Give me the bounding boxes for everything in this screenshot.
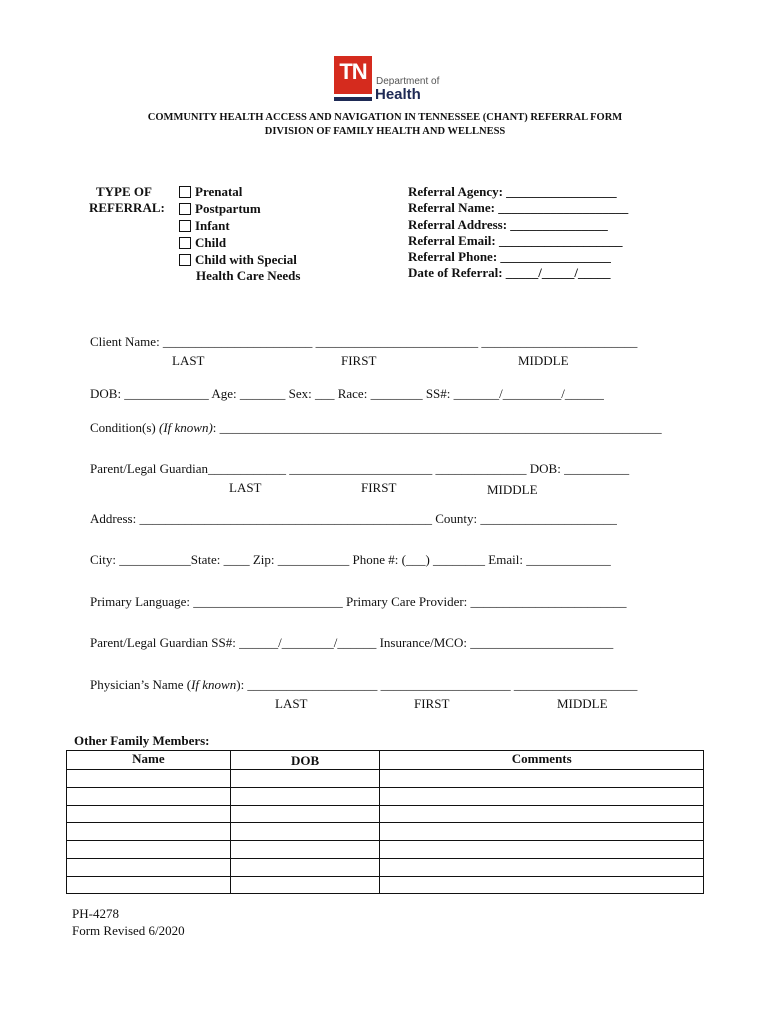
table-cell[interactable]	[67, 841, 231, 859]
table-cell[interactable]	[380, 787, 704, 805]
table-cell[interactable]	[230, 876, 380, 894]
table-cell[interactable]	[380, 823, 704, 841]
column-header-dob: DOB	[230, 751, 380, 770]
physician-name-field[interactable]	[90, 677, 637, 693]
logo-underline	[334, 97, 372, 101]
table-cell[interactable]	[380, 805, 704, 823]
guardian-name-field[interactable]: Parent/Legal Guardian____________ ______________________ ______________ DOB: __________	[90, 461, 630, 476]
language-provider-field[interactable]: Primary Language: _______________________ Primary Care Provider: ________________________	[90, 594, 627, 609]
table-cell[interactable]	[230, 787, 380, 805]
table-cell[interactable]	[67, 823, 231, 841]
table-row	[67, 876, 704, 894]
table-cell[interactable]	[230, 841, 380, 859]
conditions-field[interactable]	[90, 420, 662, 436]
table-row	[67, 823, 704, 841]
referral-email-field[interactable]: Referral Email: ___________________	[408, 233, 623, 248]
physician-middle-caption: MIDDLE	[557, 696, 608, 711]
option-child-special-continuation: Health Care Needs	[196, 268, 301, 283]
option-child-special-needs[interactable]	[179, 251, 297, 268]
family-members-table	[66, 750, 704, 894]
table-cell[interactable]	[380, 858, 704, 876]
checkbox-infant[interactable]	[179, 220, 191, 232]
table-row	[67, 770, 704, 788]
table-cell[interactable]	[67, 787, 231, 805]
option-infant-label: Infant	[195, 217, 230, 233]
option-child[interactable]	[179, 234, 226, 251]
option-child-label: Child	[195, 234, 227, 250]
table-cell[interactable]	[67, 805, 231, 823]
conditions-label: Condition(s)	[90, 420, 159, 435]
referral-agency-field[interactable]: Referral Agency: _________________	[408, 184, 617, 199]
checkbox-postpartum[interactable]	[179, 203, 191, 215]
form-subtitle: DIVISION OF FAMILY HEALTH AND WELLNESS	[264, 126, 506, 137]
table-row	[67, 805, 704, 823]
conditions-blank: : ____________________________________________________________________	[212, 420, 662, 435]
conditions-if-known: (If known)	[158, 420, 213, 435]
option-postpartum-label: Postpartum	[195, 200, 261, 216]
form-number: PH-4278	[72, 906, 119, 921]
column-header-comments: Comments	[380, 751, 704, 770]
guardian-first-caption: FIRST	[361, 480, 397, 495]
table-cell[interactable]	[67, 858, 231, 876]
client-last-caption: LAST	[172, 353, 205, 368]
physician-blank: ): ____________________ ____________________ ___________________	[236, 677, 638, 692]
option-infant[interactable]	[179, 217, 230, 234]
table-row	[67, 858, 704, 876]
checkbox-child[interactable]	[179, 237, 191, 249]
physician-if-known: If known	[191, 677, 237, 692]
table-cell[interactable]	[230, 823, 380, 841]
client-first-caption: FIRST	[341, 353, 377, 368]
table-cell[interactable]	[67, 770, 231, 788]
family-members-heading: Other Family Members:	[74, 733, 210, 748]
guardian-last-caption: LAST	[229, 480, 262, 495]
physician-label: Physician’s Name (	[90, 677, 192, 692]
logo-department-text: Department of	[376, 76, 440, 87]
option-postpartum[interactable]	[179, 200, 261, 217]
referral-date-field[interactable]: Date of Referral: _____/_____/_____	[408, 265, 611, 280]
client-middle-caption: MIDDLE	[518, 353, 569, 368]
table-cell[interactable]	[230, 858, 380, 876]
table-cell[interactable]	[230, 770, 380, 788]
table-cell[interactable]	[380, 876, 704, 894]
referral-phone-field[interactable]: Referral Phone: _________________	[408, 249, 611, 264]
option-prenatal-label: Prenatal	[195, 183, 243, 199]
column-header-name: Name	[67, 751, 231, 770]
form-revised-date: Form Revised 6/2020	[72, 923, 185, 938]
checkbox-prenatal[interactable]	[179, 186, 191, 198]
referral-label: REFERRAL:	[89, 200, 165, 215]
option-prenatal[interactable]	[179, 183, 242, 200]
table-cell[interactable]	[230, 805, 380, 823]
dob-age-sex-race-ss-field[interactable]: DOB: _____________ Age: _______ Sex: ___ Race: ________ SS#: _______/_________/______	[90, 386, 604, 401]
physician-last-caption: LAST	[275, 696, 308, 711]
checkbox-child-special-needs[interactable]	[179, 254, 191, 266]
type-of-label: TYPE OF	[96, 184, 152, 199]
form-title: COMMUNITY HEALTH ACCESS AND NAVIGATION IN TENNESSEE (CHANT) REFERRAL FORM	[147, 112, 623, 123]
physician-first-caption: FIRST	[414, 696, 450, 711]
guardian-middle-caption: MIDDLE	[487, 482, 538, 497]
city-state-zip-phone-email-field[interactable]: City: ___________State: ____ Zip: ___________ Phone #: (___) ________ Email: _____________	[90, 552, 611, 567]
guardian-ss-insurance-field[interactable]: Parent/Legal Guardian SS#: ______/________/______ Insurance/MCO: ______________________	[90, 635, 614, 650]
referral-name-field[interactable]: Referral Name: ____________________	[408, 200, 629, 215]
client-name-field[interactable]: Client Name: _______________________ _________________________ ________________________	[90, 334, 638, 349]
tn-logo-text: TN	[339, 59, 367, 84]
table-row	[67, 841, 704, 859]
table-cell[interactable]	[380, 770, 704, 788]
referral-address-field[interactable]: Referral Address: _______________	[408, 217, 608, 232]
logo-health-text: Health	[375, 86, 421, 103]
table-row	[67, 787, 704, 805]
tn-logo-badge	[334, 56, 372, 94]
table-cell[interactable]	[380, 841, 704, 859]
table-cell[interactable]	[67, 876, 231, 894]
table-header-row	[67, 751, 704, 770]
address-county-field[interactable]: Address: _____________________________________________ County: _____________________	[90, 511, 617, 526]
option-child-special-label: Child with Special	[195, 251, 297, 267]
